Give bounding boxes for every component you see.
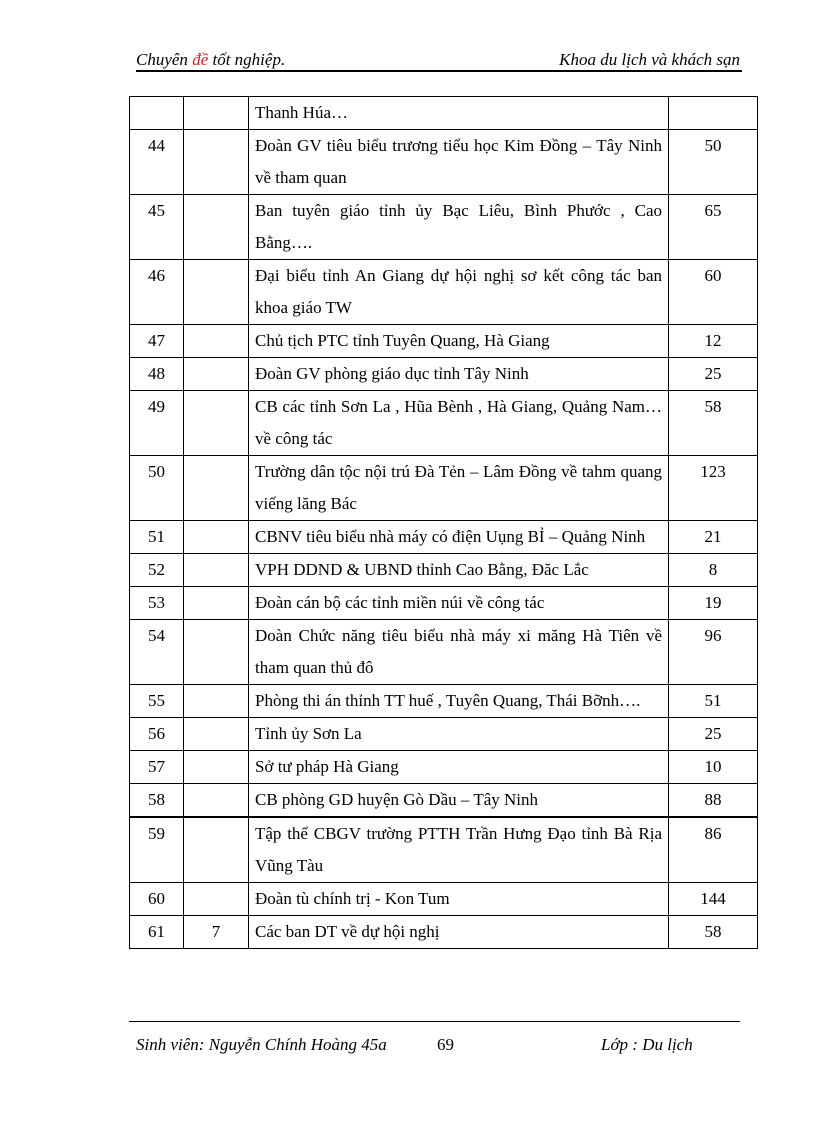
row-number: 55: [130, 685, 184, 718]
row-description: Các ban DT về dự hội nghị: [249, 916, 669, 949]
row-day: [184, 358, 249, 391]
table-row: [130, 358, 758, 391]
row-description: CB các tỉnh Sơn La , Hũa Bènh , Hà Giang, Quảng Nam… về công tác: [249, 391, 669, 456]
table-row: [130, 718, 758, 751]
row-day: 7: [184, 916, 249, 949]
row-description: Sở tư pháp Hà Giang: [249, 751, 669, 784]
row-quantity: 60: [669, 260, 758, 325]
row-number: 48: [130, 358, 184, 391]
row-quantity: 144: [669, 883, 758, 916]
table-row: [130, 456, 758, 521]
row-description: Tỉnh ủy Sơn La: [249, 718, 669, 751]
table-row: [130, 751, 758, 784]
table-row: [130, 260, 758, 325]
row-number: 46: [130, 260, 184, 325]
row-quantity: 88: [669, 784, 758, 818]
footer-class: Lớp : Du lịch: [601, 1035, 693, 1054]
table-row: [130, 391, 758, 456]
header-topic-prefix: Chuyên: [136, 50, 193, 69]
row-number: 51: [130, 521, 184, 554]
row-description: Đoàn tù chính trị - Kon Tum: [249, 883, 669, 916]
row-number: 56: [130, 718, 184, 751]
row-quantity: 96: [669, 620, 758, 685]
row-day: [184, 620, 249, 685]
row-quantity: 21: [669, 521, 758, 554]
header-faculty: Khoa du lịch và khách sạn: [559, 50, 740, 69]
row-quantity: 8: [669, 554, 758, 587]
row-number: 61: [130, 916, 184, 949]
row-day: [184, 391, 249, 456]
row-day: [184, 130, 249, 195]
row-day: [184, 554, 249, 587]
row-quantity: 58: [669, 916, 758, 949]
row-day: [184, 97, 249, 130]
row-day: [184, 751, 249, 784]
row-description: CBNV tiêu biểu nhà máy có điện Uụng BỈ – Quảng Ninh: [249, 521, 669, 554]
row-day: [184, 817, 249, 883]
table-row: [130, 97, 758, 130]
table-row: [130, 195, 758, 260]
row-description: VPH DDND & UBND thỉnh Cao Bằng, Đăc Lắc: [249, 554, 669, 587]
row-day: [184, 325, 249, 358]
header-divider: [136, 70, 742, 72]
row-number: 60: [130, 883, 184, 916]
row-day: [184, 784, 249, 818]
header-topic-highlight: đề: [192, 50, 209, 69]
row-description: Thanh Húa…: [249, 97, 669, 130]
row-description: Đoàn GV tiêu biểu trương tiểu học Kim Đồng – Tây Ninh về tham quan: [249, 130, 669, 195]
row-quantity: 50: [669, 130, 758, 195]
page-number: 69: [437, 1035, 454, 1054]
row-number: 50: [130, 456, 184, 521]
row-number: 58: [130, 784, 184, 818]
row-quantity: 19: [669, 587, 758, 620]
row-number: 54: [130, 620, 184, 685]
row-description: Trường dân tộc nội trú Đà Tẻn – Lâm Đồng về tahm quang viếng lăng Bác: [249, 456, 669, 521]
visitor-table-body: [130, 97, 758, 949]
row-number: 57: [130, 751, 184, 784]
table-row: [130, 685, 758, 718]
row-quantity: 51: [669, 685, 758, 718]
table-row: [130, 784, 758, 818]
row-description: Chủ tịch PTC tỉnh Tuyên Quang, Hà Giang: [249, 325, 669, 358]
row-quantity: 25: [669, 358, 758, 391]
header-topic: [136, 50, 285, 70]
row-description: Đại biểu tỉnh An Giang dự hội nghị sơ kết công tác ban khoa giáo TW: [249, 260, 669, 325]
row-quantity: 86: [669, 817, 758, 883]
row-day: [184, 883, 249, 916]
table-row: [130, 521, 758, 554]
row-quantity: 58: [669, 391, 758, 456]
row-quantity: [669, 97, 758, 130]
table-row: [130, 883, 758, 916]
page-header: [136, 50, 740, 70]
row-number: 59: [130, 817, 184, 883]
row-day: [184, 685, 249, 718]
header-topic-suffix: tốt nghiệp.: [208, 50, 286, 69]
row-number: 53: [130, 587, 184, 620]
row-day: [184, 521, 249, 554]
row-number: 49: [130, 391, 184, 456]
row-number: 47: [130, 325, 184, 358]
row-number: [130, 97, 184, 130]
footer-student: Sinh viên: Nguyễn Chính Hoàng 45a: [136, 1035, 387, 1054]
table-row: [130, 620, 758, 685]
row-number: 52: [130, 554, 184, 587]
row-quantity: 10: [669, 751, 758, 784]
table-row: [130, 817, 758, 883]
row-day: [184, 718, 249, 751]
table-row: [130, 130, 758, 195]
row-description: Đoàn GV phòng giáo dục tỉnh Tây Ninh: [249, 358, 669, 391]
row-day: [184, 587, 249, 620]
table-row: [130, 325, 758, 358]
row-description: CB phòng GD huyện Gò Dầu – Tây Ninh: [249, 784, 669, 818]
row-number: 44: [130, 130, 184, 195]
row-day: [184, 260, 249, 325]
table-row: [130, 916, 758, 949]
row-number: 45: [130, 195, 184, 260]
row-quantity: 25: [669, 718, 758, 751]
row-description: Tập thể CBGV trường PTTH Trần Hưng Đạo tỉnh Bà Rịa Vũng Tàu: [249, 817, 669, 883]
row-quantity: 12: [669, 325, 758, 358]
row-description: Doàn Chức năng tiêu biểu nhà máy xi măng Hà Tiên về tham quan thủ đô: [249, 620, 669, 685]
visitor-table: [129, 96, 758, 949]
table-row: [130, 587, 758, 620]
row-day: [184, 195, 249, 260]
row-description: Đoàn cán bộ các tỉnh miền núi về công tác: [249, 587, 669, 620]
row-description: Ban tuyên giáo tỉnh ủy Bạc Liêu, Bình Phước , Cao Bằng….: [249, 195, 669, 260]
table-row: [130, 554, 758, 587]
footer-divider: [129, 1021, 740, 1022]
row-description: Phòng thi án thỉnh TT huế , Tuyên Quang, Thái Bỡnh….: [249, 685, 669, 718]
row-quantity: 123: [669, 456, 758, 521]
row-day: [184, 456, 249, 521]
row-quantity: 65: [669, 195, 758, 260]
